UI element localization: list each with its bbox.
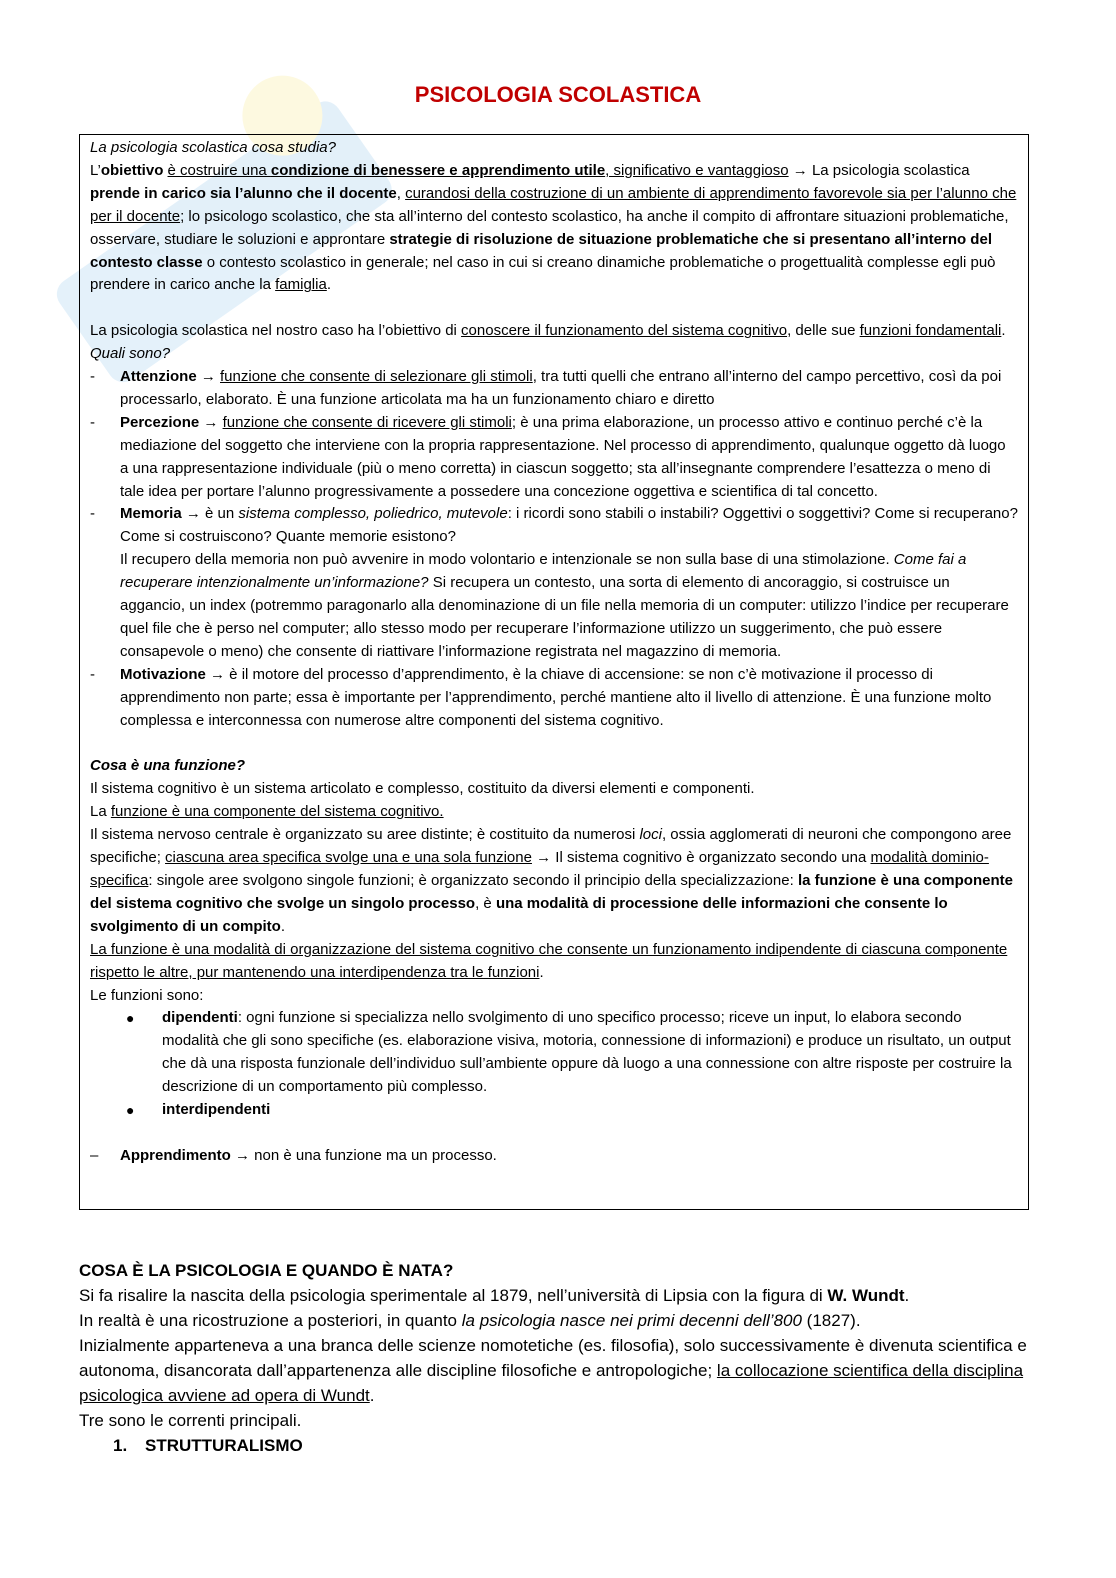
text-run: condizione di benessere e apprendimento utile	[270, 161, 606, 179]
text-run: La funzione è una modalità di organizzazione del sistema cognitivo che consente un funzionamento indipendente di ciascuna componente rispetto le altre, pur mantenendo una interdipendenza tra le funzioni	[90, 940, 1008, 981]
text-run: la psicologia nasce nei primi decenni dell’800	[461, 1311, 802, 1330]
text-run: : ogni funzione si specializza nello svolgimento di uno specifico processo; riceve un input, lo elabora secondo modalità che gli sono specifiche (es. elaborazione visiva, motoria, connessione di informazioni) e produce un risultato, un output che dà una risposta funzionale dell’individuo sull’ambiente oppure dà luogo a una connessione con altre risposte per costruire la descrizione di un comportamento più complesso.	[162, 1009, 1012, 1096]
list-item-text	[162, 1007, 1018, 1099]
text-run: La psicologia scolastica nel nostro caso ha l’obiettivo di	[90, 322, 462, 340]
text-run: interdipendenti	[162, 1101, 271, 1119]
text-run: Si recupera un contesto, una sorta di elemento di ancoraggio, si costruisce un aggancio, un index (potremmo paragonarlo alla denominazione di un file nella memoria di un computer: utilizzo l’indice per recuperare quel file che è perso nel computer; allo stesso modo per recuperare l’informazione utilizzo un suggerimento, che può essere consapevole o meno) che consente di riattivare l’informazione registrata nel magazzino di memoria.	[120, 574, 1009, 660]
text-run: Come fai a recuperare intenzionalmente un’informazione?	[120, 551, 967, 592]
section-para-4: Tre sono le correnti principali.	[79, 1411, 302, 1430]
text-run: Attenzione	[120, 368, 197, 386]
text-run: la funzione è una componente del sistema cognitivo che svolge un singolo processo	[90, 871, 1013, 912]
question-2: Cosa è una funzione?	[90, 757, 246, 775]
section-heading: COSA È LA PSICOLOGIA E QUANDO È NATA?	[79, 1261, 454, 1280]
text-run: L’	[90, 161, 101, 179]
text-run: .	[1001, 322, 1006, 340]
list-item	[90, 503, 1018, 663]
paragraph-system: Il sistema cognitivo è un sistema articolato e complesso, costituito da diversi elementi e componenti.	[90, 780, 755, 798]
text-run: Il recupero della memoria non può avvenire in modo volontario e intenzionale se non sulla base di una stimolazione.	[120, 551, 894, 569]
text-run: , tra tutti quelli che entrano all’interno del campo percettivo, così da poi processarlo, elaborato. È una funzione articolata ma ha un funzionamento chiaro e diretto	[120, 368, 1002, 408]
text-run: curandosi della costruzione di un ambiente di apprendimento favorevole sia per l’alunno che per il docente	[90, 184, 1017, 225]
text-run: Si fa risalire la nascita della psicologia sperimentale al 1879, nell’università di Lipsia con la figura di	[79, 1286, 828, 1305]
text-run: funzione è una componente del sistema cognitivo.	[110, 803, 444, 821]
text-run: modalità dominio-specifica	[90, 849, 989, 889]
text-run: conoscere il funzionamento del sistema cognitivo	[461, 322, 788, 340]
list-marker: -	[90, 505, 95, 523]
text-run: : i ricordi sono stabili o instabili? Oggettivi o soggettivi? Come si recuperano? Come si costruiscono? Quante memorie esistono?	[120, 505, 1018, 546]
text-run: , è	[475, 894, 496, 912]
text-run: La	[90, 803, 111, 821]
list-item-text	[120, 366, 1018, 412]
text-run: ciascuna area specifica svolge una e una sola funzione	[165, 849, 532, 867]
text-run: ; è una prima elaborazione, un processo attivo e continuo perché c’è la mediazione del soggetto che interviene con la propria rappresentazione. Nel processo di apprendimento, qualunque oggetto dà luogo a una rappresentazione individuale (più o meno corretta) in ciascun soggetto; sta all’insegnante comprendere l’esattezza o meno di tale idea per portare l’alunno progressivamente a possedere una concezione oggettiva e scientifica di tal concetto.	[120, 413, 1006, 500]
list-marker: -	[90, 368, 95, 386]
history-section	[79, 1258, 1039, 1458]
text-run: ,	[396, 184, 406, 202]
content-box	[79, 134, 1029, 1210]
page-title: PSICOLOGIA SCOLASTICA	[414, 82, 702, 107]
list-item	[90, 1007, 1018, 1099]
list-marker: -	[90, 413, 95, 431]
text-run: Motivazione	[120, 665, 206, 683]
text-run: → La psicologia scolastica	[788, 161, 970, 179]
text-run: dipendenti	[162, 1009, 238, 1027]
list-marker: ●	[126, 1010, 135, 1027]
text-run: Memoria	[120, 505, 182, 523]
text-run: la collocazione scientifica della disciplina psicologica avviene ad opera di Wundt	[79, 1361, 1024, 1405]
text-run: strategie di risoluzione de situazione problematiche che si presentano all’interno del contesto classe	[90, 230, 992, 271]
list-item	[90, 412, 1018, 504]
text-run: .	[539, 963, 544, 981]
paragraph-nervous-system	[90, 824, 1018, 939]
text-run: loci	[639, 826, 662, 844]
learning-item	[90, 1145, 1018, 1168]
text-run: Percezione	[120, 413, 200, 431]
list-number: 1.	[113, 1436, 128, 1455]
text-run: : singole aree svolgono singole funzioni; è organizzato secondo il principio della specializzazione:	[148, 871, 798, 889]
list-item-label: STRUTTURALISMO	[145, 1436, 303, 1455]
text-run: .	[369, 1386, 375, 1405]
text-run: Apprendimento	[120, 1146, 231, 1164]
text-run: .	[280, 917, 286, 935]
text-run: ; lo psicologo scolastico, che sta all’interno del contesto scolastico, ha anche il compito di affrontare situazioni problematiche, osservare, studiare le soluzioni e approntare	[90, 207, 1009, 248]
text-run: → è un	[181, 505, 239, 523]
list-item	[90, 1099, 1018, 1122]
text-run: , ossia agglomerati di neuroni che compongono aree specifiche;	[90, 826, 1012, 867]
question-1: La psicologia scolastica cosa studia?	[90, 139, 336, 156]
text-run: prende in carico sia l’alunno che il docente	[90, 184, 397, 202]
text-run: (1827).	[801, 1311, 861, 1330]
text-run: famiglia	[275, 276, 327, 294]
text-run: →	[199, 413, 223, 431]
list-marker: ●	[126, 1102, 135, 1119]
list-item-extra	[120, 549, 1018, 664]
text-run: .	[904, 1286, 910, 1305]
paragraph-function-def	[90, 801, 1018, 824]
text-run: sistema complesso, poliedrico, mutevole	[238, 505, 508, 523]
section-para-3	[79, 1333, 1039, 1408]
section-para-2	[79, 1308, 1039, 1333]
text-run: o contesto scolastico in generale; nel caso in cui si creano dinamiche problematiche o progettualità complesse egli può prendere in carico anche la	[90, 253, 996, 294]
list-item	[90, 664, 1018, 733]
bullet-list	[90, 1007, 1018, 1122]
text-run: , significativo e vantaggioso	[605, 161, 789, 179]
text-run: →	[196, 368, 221, 386]
list-marker: –	[90, 1146, 99, 1164]
list-marker: -	[90, 665, 95, 683]
paragraph-organization	[90, 939, 1018, 985]
text-run: → non è una funzione ma un processo.	[230, 1146, 497, 1164]
text-run: funzione che consente di selezionare gli stimoli	[220, 368, 533, 386]
text-run: una modalità di processione delle informazioni che consente lo svolgimento di un compito	[90, 894, 948, 935]
list-item-text	[120, 664, 1018, 733]
paragraph-objective	[90, 160, 1018, 297]
list-item-text	[120, 1145, 1018, 1168]
text-run: è costruire una	[167, 161, 271, 179]
text-run: Quali sono?	[90, 345, 171, 363]
text-run: → Il sistema cognitivo è organizzato secondo una	[531, 849, 871, 867]
text-run: .	[326, 276, 331, 294]
text-run: obiettivo	[100, 161, 164, 179]
list-item	[90, 1145, 1018, 1168]
functions-list	[90, 366, 1018, 733]
text-run: → è il motore del processo d’apprendimento, è la chiave di accensione: se non c’è motivazione il processo di apprendimento non parte; essa è importante per l’apprendimento, perché mantiene alto il livello di attenzione. È una funzione molto complessa e interconnessa con numerose altre componenti del sistema cognitivo.	[120, 665, 992, 729]
text-run: funzioni fondamentali	[859, 322, 1002, 340]
text-run: W. Wundt	[827, 1286, 905, 1305]
list-item-text	[120, 412, 1018, 504]
section-para-1	[79, 1283, 1039, 1308]
paragraph-functions-are: Le funzioni sono:	[90, 986, 204, 1004]
text-run: , delle sue	[787, 322, 860, 340]
list-item-text	[120, 503, 1018, 549]
text-run: funzione che consente di ricevere gli stimoli	[222, 413, 512, 431]
list-item-text	[162, 1099, 1018, 1122]
text-run: In realtà è una ricostruzione a posteriori, in quanto	[79, 1311, 462, 1330]
list-item	[90, 366, 1018, 412]
text-run: Il sistema nervoso centrale è organizzato su aree distinte; è costituito da numerosi	[90, 826, 640, 844]
text-run: Inizialmente apparteneva a una branca delle scienze nomotetiche (es. filosofia), solo successivamente è divenuta scientifica e autonoma, disancorata dall’appartenenza alle discipline filosofiche e antropologiche;	[79, 1336, 1027, 1380]
numbered-item	[79, 1433, 1039, 1458]
paragraph-functions-intro	[90, 320, 1018, 366]
